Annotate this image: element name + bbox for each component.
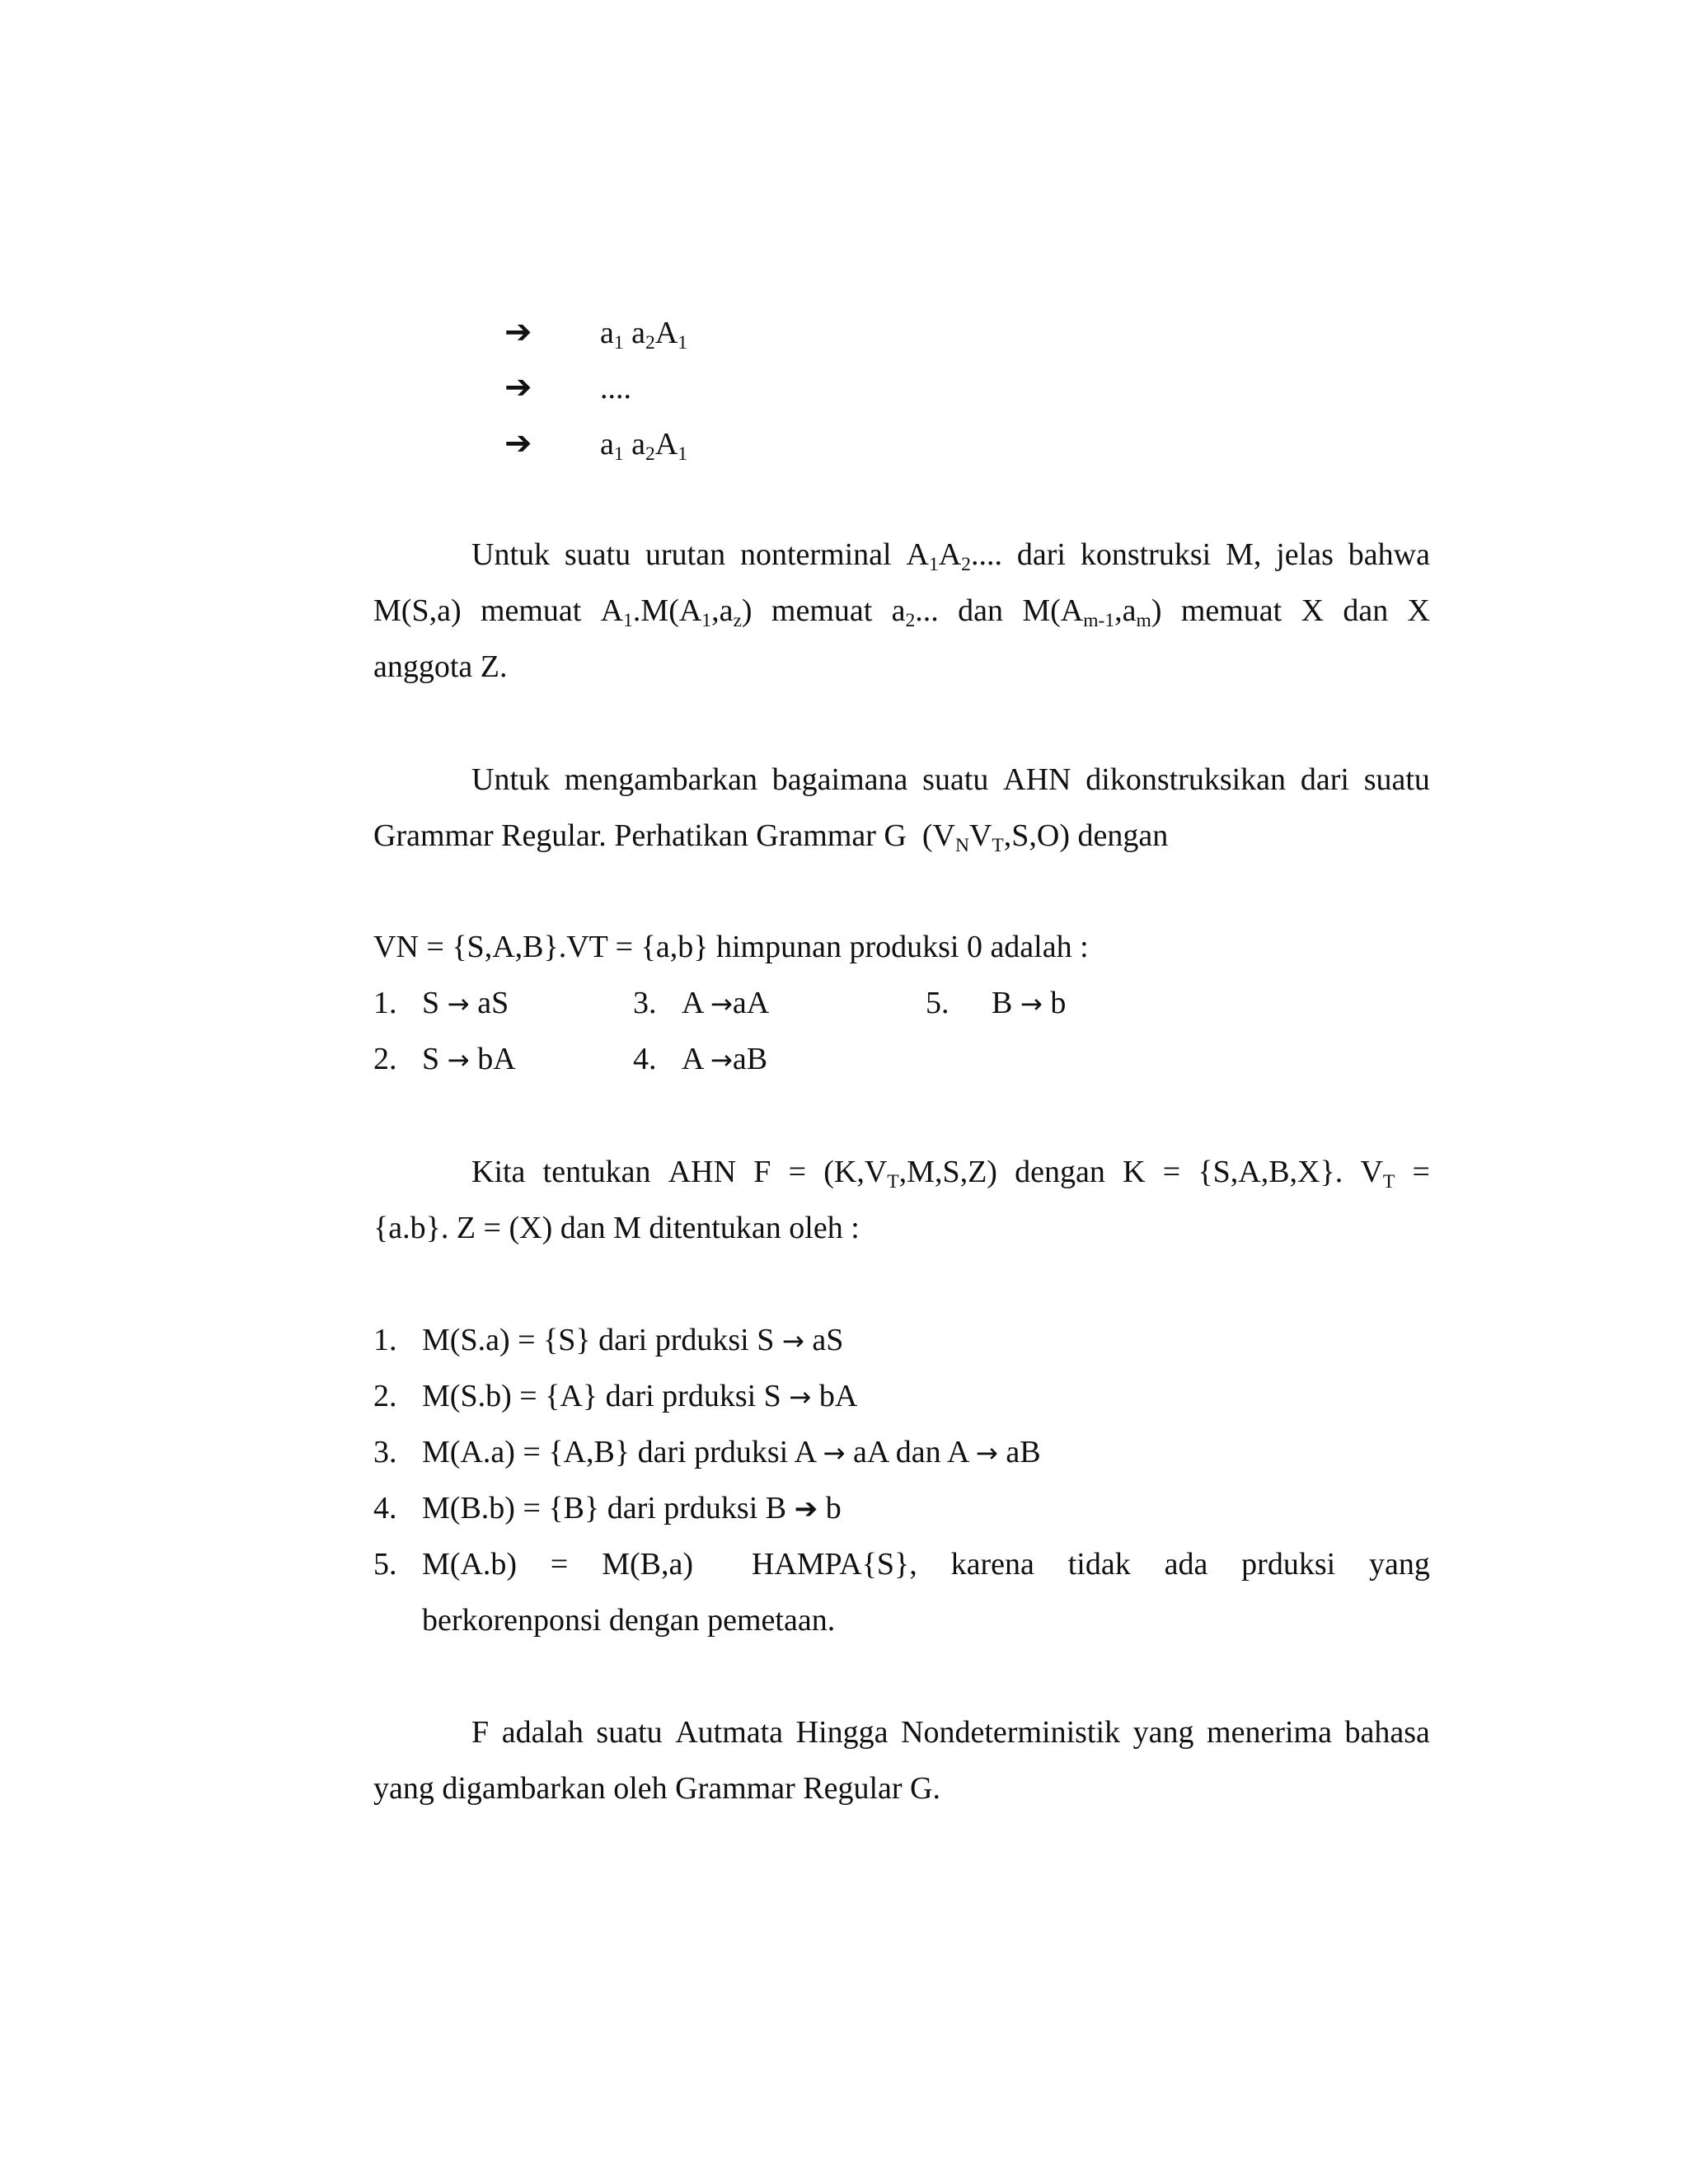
word: Autmata — [675, 1715, 784, 1750]
mapping-item-5-continuation: berkorenponsi dengan pemetaan. — [422, 1603, 836, 1638]
arrow-icon: → — [710, 988, 733, 1019]
word: yang — [1132, 1715, 1194, 1750]
word: dengan — [1015, 1155, 1105, 1189]
word: jelas — [1276, 537, 1334, 572]
word: F — [753, 1155, 771, 1189]
word: = — [788, 1155, 807, 1189]
mapping-item-3-number: 3. — [373, 1435, 397, 1469]
word: ada — [1164, 1547, 1208, 1582]
word: $A_1.M(A_1,a_z)$ — [600, 593, 753, 632]
word: Nondeterministik — [901, 1715, 1121, 1750]
word: Untuk — [471, 537, 550, 572]
production-rule-2: S → bA — [422, 1042, 516, 1076]
word: urutan — [645, 537, 726, 572]
paragraph-1-line-2 — [373, 593, 1430, 632]
word: dikonstruksikan — [1085, 762, 1287, 797]
production-item-2: 2. — [373, 1042, 397, 1076]
word: $V_T$ — [1360, 1155, 1395, 1193]
mapping-item-1-number: 1. — [373, 1323, 397, 1357]
arrow-icon: → — [789, 1381, 812, 1413]
word: suatu — [922, 762, 989, 797]
paragraph-3-line-2: {a.b}. Z = (X) dan M ditentukan oleh : — [373, 1211, 860, 1245]
word: = — [550, 1547, 569, 1582]
word: M(A.b) — [422, 1547, 518, 1582]
word: Untuk — [471, 762, 550, 797]
word: memuat — [480, 593, 582, 628]
word: prduksi — [1241, 1547, 1336, 1582]
word: dari — [1016, 537, 1066, 572]
word: HAMPA{S}, — [751, 1547, 917, 1582]
word: = — [1162, 1155, 1181, 1189]
mapping-item-4-number: 4. — [373, 1491, 397, 1526]
word: bagaimana — [771, 762, 908, 797]
arrow-icon: → — [447, 988, 470, 1019]
bold-arrow-icon: ➔ — [794, 1493, 818, 1526]
arrow-icon: → — [781, 1325, 804, 1357]
mapping-item-5-number: 5. — [373, 1547, 397, 1582]
subscript: 2 — [645, 443, 655, 466]
mapping-item-2-number: 2. — [373, 1379, 397, 1413]
mapping-item-2: M(S.b) = {A} dari prduksi S → bA — [422, 1379, 858, 1413]
word: K — [1123, 1155, 1146, 1189]
derivation-text: a — [600, 316, 614, 350]
word: F — [471, 1715, 490, 1750]
subscript: 1 — [678, 443, 688, 466]
word: AHN — [668, 1155, 737, 1189]
word: dari — [1300, 762, 1349, 797]
word: $a_2$... — [891, 593, 939, 632]
mapping-item-4: M(B.b) = {B} dari prduksi B ➔ b — [422, 1491, 842, 1526]
arrow-icon: → — [1020, 988, 1043, 1019]
paragraph-1-line-3: anggota Z. — [373, 649, 508, 684]
word: $(K,V_T,M,S,Z)$ — [823, 1155, 997, 1193]
word: memuat — [771, 593, 873, 628]
paragraph-4-line-2: yang digambarkan oleh Grammar Regular G. — [373, 1771, 940, 1806]
word: AHN — [1003, 762, 1071, 797]
word: mengambarkan — [564, 762, 758, 797]
subscript: 1 — [678, 332, 688, 354]
word: M(S,a) — [373, 593, 462, 628]
word: menerima — [1207, 1715, 1332, 1750]
word: {S,A,B,X}. — [1198, 1155, 1343, 1189]
paragraph-2-line-2: Grammar Regular. Perhatikan Grammar G $(V_NV_T,S,O)$ dengan — [373, 818, 1169, 857]
production-rule-1: S → aS — [422, 986, 509, 1020]
word: dan — [958, 593, 1003, 628]
derivation-line-1 — [600, 316, 688, 354]
word: yang — [1369, 1547, 1430, 1582]
derivation-text: A — [654, 316, 678, 350]
production-item-3: 3. — [633, 986, 657, 1020]
subscript: 1 — [613, 332, 624, 354]
subscript: 1 — [613, 443, 624, 466]
word: Hingga — [795, 1715, 889, 1750]
production-rule-4: A →aB — [682, 1042, 768, 1076]
word: suatu — [1363, 762, 1430, 797]
paragraph-4-line-1 — [471, 1717, 1430, 1748]
production-rule-3: A →aA — [682, 986, 770, 1020]
production-item-5: 5. — [926, 986, 950, 1020]
word: M(B,a) — [602, 1547, 694, 1582]
word: memuat — [1180, 593, 1282, 628]
paragraph-3-line-1 — [471, 1155, 1430, 1193]
word: bahasa — [1344, 1715, 1430, 1750]
word: $A_1A_2$.... — [906, 537, 1002, 576]
word: tidak — [1067, 1547, 1131, 1582]
derivation-text: a — [623, 316, 646, 350]
word: dan — [1343, 593, 1389, 628]
word: M, — [1226, 537, 1262, 572]
derivation-text: a — [600, 427, 614, 462]
derivation-text: A — [654, 427, 678, 462]
right-arrow-icon: ➔ — [504, 424, 532, 462]
derivation-line-3 — [600, 427, 688, 466]
production-rule-5: B → b — [992, 986, 1067, 1020]
mapping-item-3: M(A.a) = {A,B} dari prduksi A → aA dan A → aB — [422, 1435, 1041, 1469]
word: konstruksi — [1080, 537, 1212, 572]
word: adalah — [501, 1715, 584, 1750]
word: suatu — [596, 1715, 663, 1750]
arrow-icon: → — [447, 1044, 470, 1076]
arrow-icon: → — [823, 1437, 846, 1469]
subscript: 2 — [645, 332, 655, 354]
word: = — [1412, 1155, 1430, 1189]
word: X — [1301, 593, 1325, 628]
ellipsis: .... — [600, 371, 631, 405]
paragraph-2-line-1 — [471, 764, 1430, 795]
right-arrow-icon: ➔ — [504, 368, 532, 406]
paragraph-1-line-1 — [471, 537, 1430, 576]
production-item-4: 4. — [633, 1042, 657, 1076]
word: nonterminal — [739, 537, 892, 572]
production-item-1: 1. — [373, 986, 397, 1020]
word: $M(A_{m-1},a_m)$ — [1022, 593, 1162, 632]
word: Kita — [471, 1155, 526, 1189]
word: tentukan — [542, 1155, 651, 1189]
derivation-line-2 — [600, 373, 631, 404]
arrow-icon: → — [975, 1437, 998, 1469]
mapping-item-1: M(S.a) = {S} dari prduksi S → aS — [422, 1323, 844, 1357]
word: X — [1407, 593, 1430, 628]
right-arrow-icon: ➔ — [504, 313, 532, 351]
derivation-text: a — [623, 427, 646, 462]
arrow-icon: → — [710, 1044, 733, 1076]
word: karena — [950, 1547, 1034, 1582]
word: bahwa — [1348, 537, 1430, 572]
mapping-item-5 — [422, 1549, 1430, 1580]
word: suatu — [564, 537, 631, 572]
productions-intro: VN = {S,A,B}.VT = {a,b} himpunan produksi 0 adalah : — [373, 930, 1089, 964]
